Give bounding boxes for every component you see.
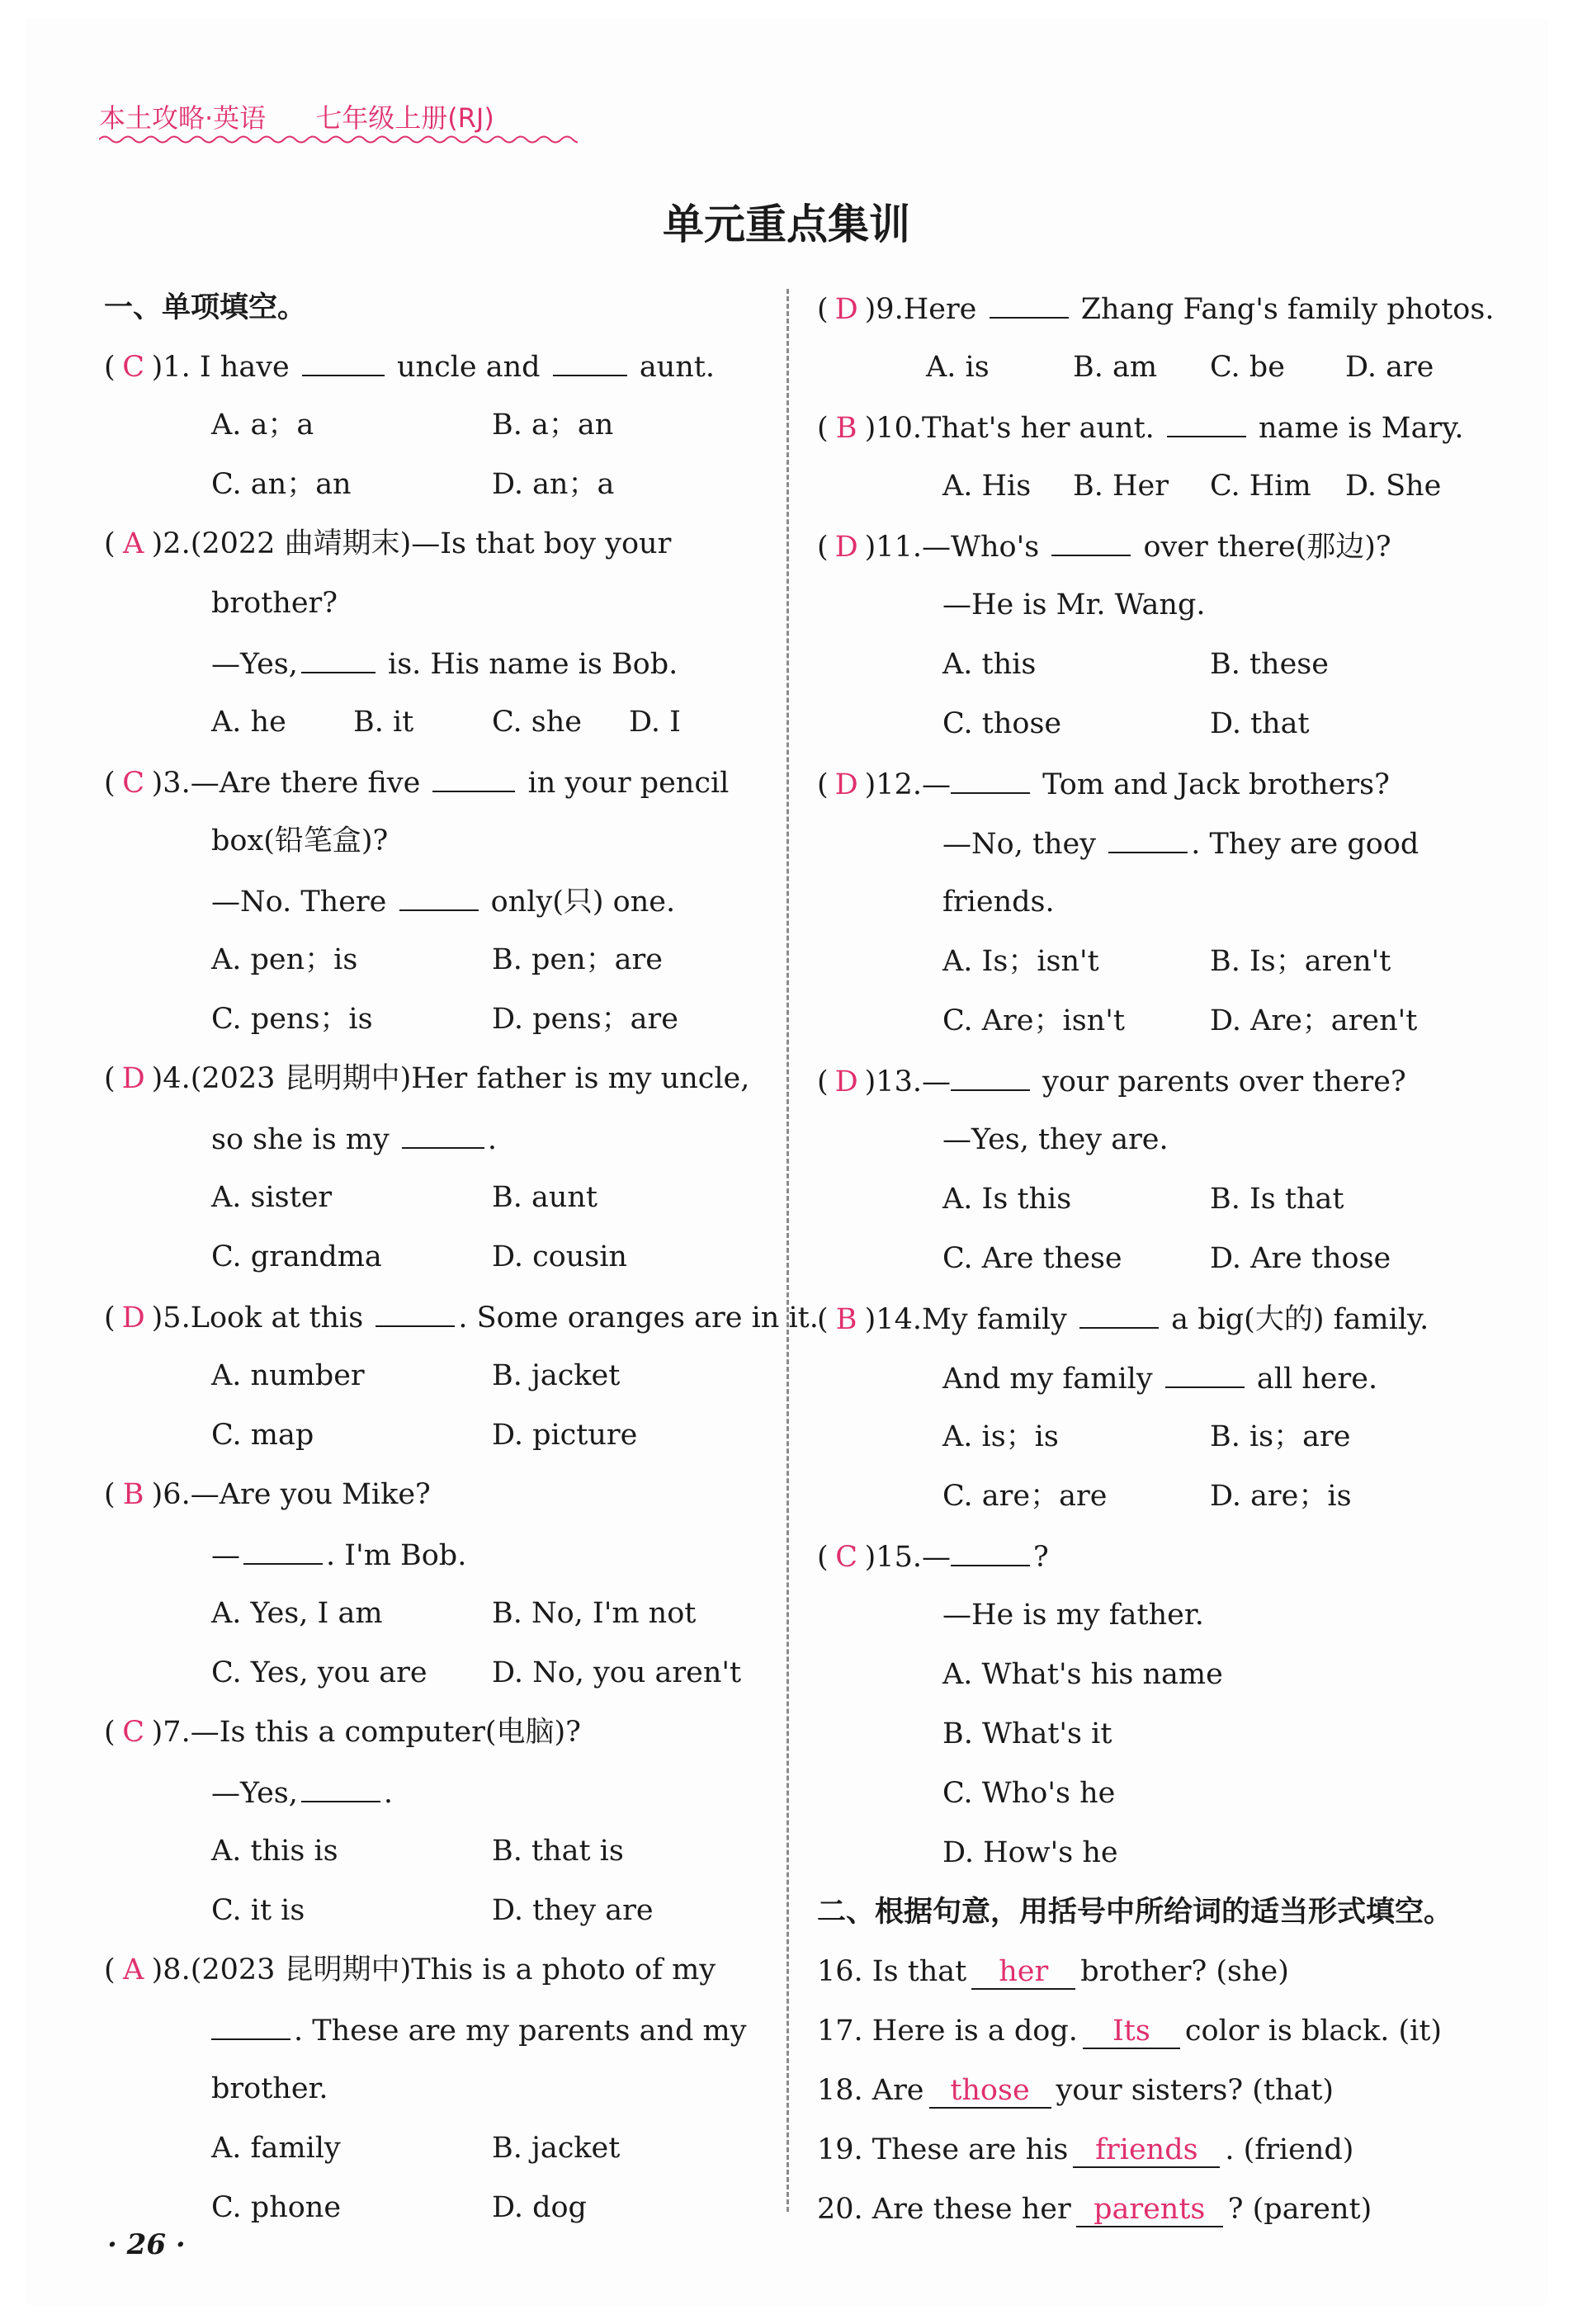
question-text: —Are you Mike? <box>190 1478 431 1511</box>
question-text: — <box>921 768 951 801</box>
question-text: aunt. <box>639 351 715 384</box>
question-9: ( D )9.Here Zhang Fang's family photos. <box>817 293 1495 326</box>
question-text: only(只) one. <box>490 886 676 919</box>
blank <box>1079 1302 1159 1329</box>
question-text: brother. <box>211 2072 328 2105</box>
option-b: B. jacket <box>492 1359 621 1392</box>
fill-answer: Its <box>1083 2015 1180 2049</box>
page-number: · 26 · <box>107 2228 186 2261</box>
blank <box>1051 530 1131 556</box>
answer-8: A <box>123 1953 144 1986</box>
answer-2: A <box>123 527 144 560</box>
option-a: A. this is <box>211 1835 338 1868</box>
option-c: C. pens；is <box>211 1003 373 1036</box>
question-text: ? <box>1032 1541 1049 1574</box>
question-text: Look at this <box>190 1301 364 1334</box>
question-text: —No. There <box>211 886 387 919</box>
blank <box>1108 827 1188 853</box>
option-a: A. is；is <box>942 1420 1059 1453</box>
question-text: in your pencil <box>527 767 730 800</box>
option-a: A. he <box>211 706 286 739</box>
header-wavy-underline <box>99 134 578 145</box>
option-a: A. His <box>942 470 1032 503</box>
question-text: . <box>487 1123 498 1156</box>
fill-answer: her <box>971 1956 1075 1990</box>
question-text: brother? <box>211 587 338 620</box>
answer-15: C <box>835 1541 858 1574</box>
option-c: C. Him <box>1210 470 1311 503</box>
question-text <box>942 827 1419 861</box>
question-text: a big(大的) family. <box>1171 1303 1429 1336</box>
question-text: Tom and Jack brothers? <box>1042 768 1390 801</box>
section-2-heading: 二、根据句意，用括号中所给词的适当形式填空。 <box>817 1896 1453 1929</box>
answer-9: D <box>834 293 858 326</box>
section-1-heading: 一、单项填空。 <box>104 291 307 324</box>
question-text: over there(那边)? <box>1143 531 1391 564</box>
answer-3: C <box>122 767 145 800</box>
option-b: B. jacket <box>492 2132 621 2165</box>
question-text: —He is my father. <box>942 1599 1204 1632</box>
question-text: box(铅笔盒)? <box>211 824 389 857</box>
option-d: D. She <box>1345 470 1442 503</box>
page-title: 单元重点集训 <box>663 201 910 248</box>
question-text: uncle and <box>397 351 541 384</box>
question-13: ( D )13.— your parents over there? <box>817 1065 1406 1098</box>
header-series: 本土攻略·英语 <box>99 102 267 134</box>
question-8: ( A )8.(2023 昆明期中)This is a photo of my <box>104 1953 716 1986</box>
question-text: —Yes, they are. <box>942 1123 1169 1156</box>
question-7: ( C )7.—Is this a computer(电脑)? <box>104 1716 581 1749</box>
question-text <box>211 885 675 919</box>
question-text: —Yes, <box>211 1777 298 1810</box>
option-d: D. are <box>1345 351 1434 384</box>
answer-4: D <box>121 1062 145 1095</box>
question-text: . These are my parents and my <box>294 2015 747 2048</box>
blank <box>301 1776 380 1802</box>
option-d: D. I <box>629 706 681 739</box>
fill-text: 20. Are these her <box>817 2193 1071 2226</box>
option-b: B. Her <box>1073 470 1169 503</box>
blank <box>302 350 385 376</box>
option-a: A. is <box>926 351 990 384</box>
option-a: A. a；a <box>211 409 314 442</box>
option-c: C. those <box>942 707 1062 740</box>
question-number: )8. <box>151 1953 191 1986</box>
option-c: C. be <box>1210 351 1285 384</box>
question-text: all here. <box>1256 1363 1378 1396</box>
option-d: D. cousin <box>492 1240 627 1273</box>
option-d: D. an；a <box>492 468 615 501</box>
question-2: ( A )2.(2022 曲靖期末)—Is that boy your <box>104 527 672 560</box>
question-text <box>211 2014 746 2048</box>
question-text: . They are good <box>1191 828 1419 861</box>
question-text: — <box>211 1539 240 1572</box>
option-c: C. Are these <box>942 1242 1122 1275</box>
question-number: )13. <box>864 1065 922 1098</box>
question-text <box>942 1362 1377 1396</box>
question-text <box>211 1776 393 1810</box>
question-text: . I'm Bob. <box>326 1539 467 1572</box>
option-c: C. Are；isn't <box>942 1004 1125 1037</box>
question-text: —Are there five <box>190 767 421 800</box>
question-text: I have <box>199 351 290 384</box>
option-c: C. grandma <box>211 1240 382 1273</box>
fill-answer: parents <box>1076 2194 1223 2227</box>
answer-12: D <box>834 768 858 801</box>
option-b: B. Is that <box>1210 1183 1344 1216</box>
question-text: so she is my <box>211 1123 390 1156</box>
question-number: )7. <box>151 1716 191 1749</box>
option-d: D. How's he <box>942 1836 1118 1869</box>
question-text: That's her aunt. <box>921 412 1155 445</box>
question-text <box>211 647 678 681</box>
option-c: C. Yes, you are <box>211 1656 427 1689</box>
question-11: ( D )11.—Who's over there(那边)? <box>817 531 1391 564</box>
question-number: )12. <box>864 768 922 801</box>
fill-item-19 <box>817 2134 1353 2168</box>
option-a: A. sister <box>211 1181 333 1214</box>
question-4: ( D )4.(2023 昆明期中)Her father is my uncle, <box>104 1062 750 1095</box>
option-c: C. she <box>492 706 582 739</box>
question-1: ( C )1. I have uncle and aunt. <box>104 351 715 384</box>
question-12: ( D )12.— Tom and Jack brothers? <box>817 768 1390 801</box>
fill-answer: friends <box>1073 2134 1220 2168</box>
fill-text: . (friend) <box>1225 2133 1354 2166</box>
option-d: D. that <box>1210 707 1310 740</box>
option-c: C. map <box>211 1419 314 1452</box>
option-d: D. Are；aren't <box>1210 1004 1418 1037</box>
fill-item-16 <box>817 1956 1289 1990</box>
question-text: your parents over there? <box>1042 1065 1406 1098</box>
fill-answer: those <box>929 2075 1051 2109</box>
blank <box>1167 411 1246 437</box>
blank <box>376 1301 455 1327</box>
option-c: C. phone <box>211 2191 342 2224</box>
option-d: D. pens；are <box>492 1003 678 1036</box>
answer-7: C <box>122 1716 145 1749</box>
question-text <box>211 1122 497 1156</box>
option-c: C. it is <box>211 1894 305 1927</box>
question-text: Here <box>903 293 977 326</box>
question-15: ( C )15.— ? <box>817 1541 1049 1574</box>
option-a: A. this <box>942 648 1037 681</box>
option-d: D. No, you aren't <box>492 1656 742 1689</box>
question-text: — <box>921 1541 951 1574</box>
question-number: )11. <box>864 531 922 564</box>
fill-text: 19. These are his <box>817 2133 1069 2166</box>
fill-text: ? (parent) <box>1227 2193 1372 2226</box>
header-grade: 七年级上册(RJ) <box>315 102 494 134</box>
option-a: A. pen；is <box>211 943 358 976</box>
option-b: B. am <box>1073 351 1158 384</box>
question-text: Zhang Fang's family photos. <box>1080 293 1495 326</box>
question-text: —Yes, <box>211 648 298 681</box>
option-d: D. are；is <box>1210 1480 1352 1513</box>
fill-item-20 <box>817 2194 1372 2227</box>
question-text: —Is this a computer(电脑)? <box>190 1716 581 1749</box>
answer-6: B <box>122 1478 144 1511</box>
question-text: —He is Mr. Wang. <box>942 588 1206 621</box>
column-divider <box>786 289 789 2212</box>
answer-14: B <box>835 1303 857 1336</box>
blank <box>211 2014 291 2040</box>
option-c: C. Who's he <box>942 1777 1116 1810</box>
question-text <box>211 1538 466 1572</box>
question-text: is. His name is Bob. <box>388 648 678 681</box>
blank <box>553 350 627 376</box>
blank <box>301 647 376 673</box>
blank <box>399 885 479 911</box>
blank <box>951 768 1030 794</box>
question-number: )6. <box>151 1478 191 1511</box>
question-number: )3. <box>151 767 191 800</box>
question-10: ( B )10.That's her aunt. name is Mary. <box>817 412 1464 445</box>
fill-item-17 <box>817 2015 1442 2049</box>
option-b: B. it <box>353 706 414 739</box>
option-b: B. What's it <box>942 1717 1112 1750</box>
option-b: B. a；an <box>492 409 614 442</box>
question-text: And my family <box>942 1363 1153 1396</box>
option-a: A. What's his name <box>942 1658 1223 1691</box>
option-d: D. picture <box>492 1419 638 1452</box>
answer-5: D <box>121 1301 145 1334</box>
answer-10: B <box>835 412 857 445</box>
option-b: B. these <box>1210 648 1329 681</box>
option-b: B. Is；aren't <box>1210 945 1391 978</box>
option-b: B. that is <box>492 1835 624 1868</box>
option-b: B. is；are <box>1210 1420 1351 1453</box>
question-text: —Who's <box>921 531 1040 564</box>
question-number: )5. <box>151 1301 191 1334</box>
option-b: B. pen；are <box>492 943 663 976</box>
answer-1: C <box>122 351 145 384</box>
option-c: C. an；an <box>211 468 352 501</box>
question-text: . <box>383 1777 394 1810</box>
option-b: B. aunt <box>492 1181 598 1214</box>
fill-text: 17. Here is a dog. <box>817 2015 1078 2048</box>
question-5: ( D )5.Look at this . Some oranges are in it. <box>104 1301 819 1334</box>
answer-13: D <box>834 1065 858 1098</box>
fill-item-18 <box>817 2075 1334 2109</box>
question-number: )1. <box>151 351 191 384</box>
question-number: )15. <box>864 1541 922 1574</box>
fill-text: 18. Are <box>817 2074 924 2107</box>
blank <box>1165 1362 1245 1388</box>
question-number: )14. <box>864 1303 922 1336</box>
question-text: (2022 曲靖期末)—Is that boy your <box>190 527 672 560</box>
answer-11: D <box>834 531 858 564</box>
question-text: (2023 昆明期中)This is a photo of my <box>190 1953 716 1986</box>
question-14: ( B )14.My family a big(大的) family. <box>817 1303 1429 1336</box>
question-number: )4. <box>151 1062 191 1095</box>
question-text: name is Mary. <box>1259 412 1464 445</box>
question-text: — <box>921 1065 951 1098</box>
question-number: )10. <box>864 412 922 445</box>
option-d: D. they are <box>492 1894 654 1927</box>
option-b: B. No, I'm not <box>492 1597 697 1630</box>
running-header <box>99 97 494 135</box>
option-a: A. Yes, I am <box>211 1597 383 1630</box>
question-6: ( B )6.—Are you Mike? <box>104 1478 431 1511</box>
fill-text: brother? (she) <box>1080 1955 1289 1988</box>
blank <box>432 766 515 792</box>
fill-text: your sisters? (that) <box>1056 2074 1334 2107</box>
question-text: (2023 昆明期中)Her father is my uncle, <box>190 1062 750 1095</box>
fill-text: 16. Is that <box>817 1955 967 1988</box>
question-3: ( C )3.—Are there five in your pencil <box>104 767 730 800</box>
option-a: A. Is；isn't <box>942 945 1099 978</box>
option-a: A. Is this <box>942 1183 1072 1216</box>
option-a: A. number <box>211 1359 365 1392</box>
question-text: . Some oranges are in it. <box>458 1301 819 1334</box>
blank <box>243 1538 323 1565</box>
question-text: My family <box>921 1303 1067 1336</box>
option-c: C. are；are <box>942 1480 1108 1513</box>
question-number: )9. <box>864 293 904 326</box>
blank <box>951 1065 1030 1091</box>
question-text: —No, they <box>942 828 1097 861</box>
option-a: A. family <box>211 2132 341 2165</box>
blank <box>402 1122 484 1149</box>
fill-text: color is black. (it) <box>1184 2015 1443 2048</box>
question-number: )2. <box>151 527 191 560</box>
option-d: D. dog <box>492 2191 587 2224</box>
question-text: friends. <box>942 886 1055 919</box>
blank <box>951 1540 1030 1566</box>
option-d: D. Are those <box>1210 1242 1391 1275</box>
blank <box>990 292 1069 319</box>
